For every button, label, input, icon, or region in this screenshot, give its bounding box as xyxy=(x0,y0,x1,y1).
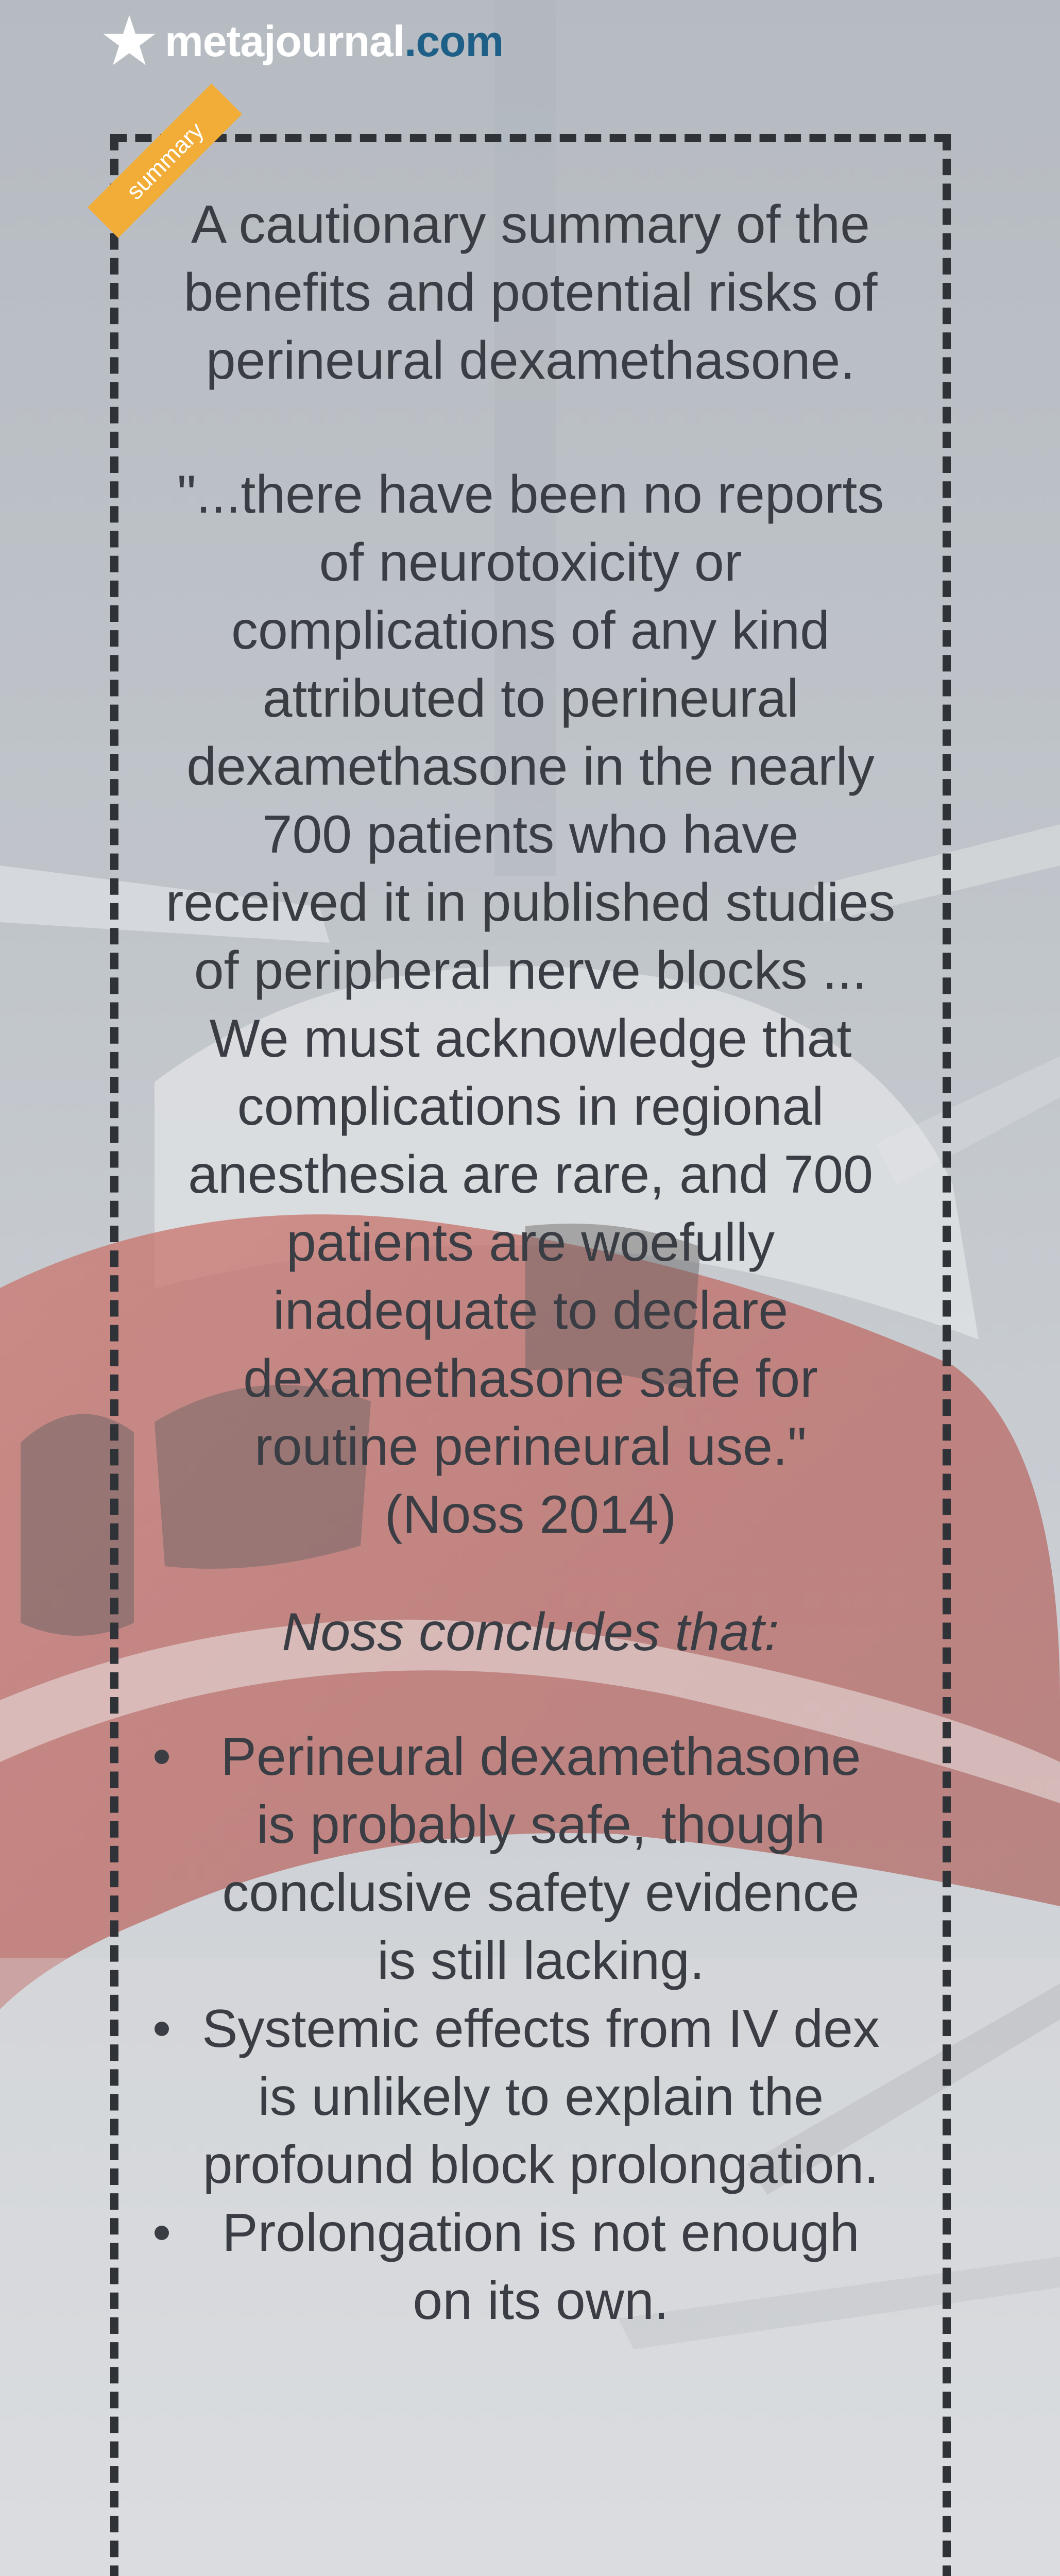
list-item xyxy=(155,1723,907,1995)
quote-text: "...there have been no reports of neurotoxicity or complications of any kind attributed to perineural dexamethasone in the nearly 700 patients who have received it in published studies of peripheral nerve blocks ... We must acknowledge that complications in regional anesthesia are rare, and 700 patients are woefully inadequate to declare dexamethasone safe for routine perineural use." xyxy=(165,465,896,1477)
summary-quote xyxy=(155,461,907,1549)
star-icon xyxy=(101,13,158,70)
list-item xyxy=(155,1995,907,2199)
list-item-text: Prolongation is not enough on its own. xyxy=(222,2203,860,2331)
brand-logo[interactable] xyxy=(101,10,503,72)
conclusions-heading: Noss concludes that: xyxy=(282,1602,779,1662)
bullet-icon xyxy=(155,2022,169,2036)
summary-title: A cautionary summary of the benefits and potential risks of perineural dexamethasone. xyxy=(183,195,878,391)
brand-tld: .com xyxy=(404,16,504,65)
list-item-text: Perineural dexamethasone is probably safe, though conclusive safety evidence is still lacking. xyxy=(220,1727,861,1991)
summary-content xyxy=(155,191,907,2335)
bullet-icon xyxy=(155,2226,169,2240)
list-item-text: Systemic effects from IV dex is unlikely to explain the profound block prolongation. xyxy=(202,1999,880,2195)
quote-citation: (Noss 2014) xyxy=(384,1485,677,1545)
conclusions-list xyxy=(155,1723,907,2335)
summary-ribbon: summary xyxy=(88,83,242,238)
bullet-icon xyxy=(155,1750,169,1764)
brand-name: metajournal xyxy=(165,16,405,65)
brand-wordmark xyxy=(165,16,503,66)
list-item xyxy=(155,2199,907,2335)
